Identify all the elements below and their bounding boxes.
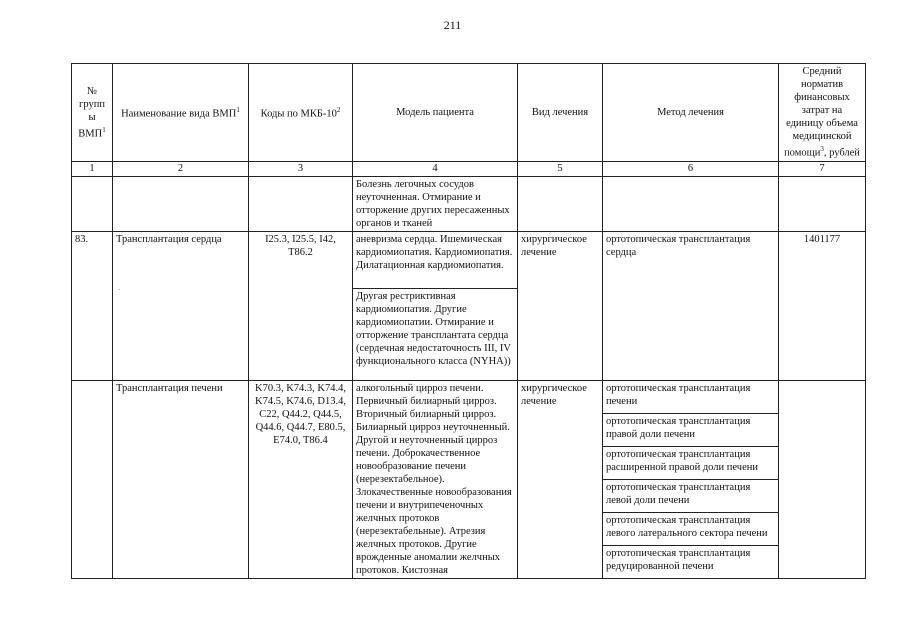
column-number: 2	[113, 161, 249, 176]
header-patient-model: Модель пациента	[353, 64, 518, 162]
heart-codes-cell: I25.3, I25.5, I42, T86.2	[249, 231, 353, 380]
header-icd-codes: Коды по МКБ-$10^2$	[249, 64, 353, 162]
continuation-row	[72, 176, 866, 231]
liver-method-cell: ортотопическая трансплантация расширенной правой доли печени	[603, 446, 779, 479]
header-row	[72, 64, 866, 162]
group-number-cell: 83.	[72, 231, 113, 380]
heart-method-cell: ортотопическая трансплантация сердца	[603, 231, 779, 380]
table-cell	[72, 176, 113, 231]
liver-row-1	[72, 380, 866, 413]
heart-name-cell: Трансплантация сердца	[113, 231, 249, 380]
table-cell	[113, 176, 249, 231]
liver-method-cell: ортотопическая трансплантация левого латерального сектора печени	[603, 512, 779, 545]
column-number: 6	[603, 161, 779, 176]
column-number: 4	[353, 161, 518, 176]
heart-model-cell-2: Другая рестриктивная кардиомиопатия. Другие кардиомиопатии. Отмирание и отторжение трансплантата сердца (сердечная недостаточность III, IV функционального класса (NYHA))	[353, 288, 518, 380]
liver-method-cell: ортотопическая трансплантация печени	[603, 380, 779, 413]
liver-treatment-cell: хирургическое лечение	[518, 380, 603, 578]
heart-model-cell-1: аневризма сердца. Ишемическая кардиомиопатия. Кардиомиопатия. Дилатационная кардиомиопатия.	[353, 231, 518, 288]
table-cell	[603, 176, 779, 231]
header-treatment-method: Метод лечения	[603, 64, 779, 162]
header-group-number: № групп ы ВМП$^1$	[72, 64, 113, 162]
table-cell	[779, 176, 866, 231]
liver-name-cell: Трансплантация печени	[113, 380, 249, 578]
cost-cell: 1401177	[779, 231, 866, 380]
heart-row-1	[72, 231, 866, 288]
table-cell	[249, 176, 353, 231]
liver-codes-cell: K70.3, K74.3, K74.4, K74.5, K74.6, D13.4, C22, Q44.2, Q44.5, Q44.6, Q44.7, E80.5, E74.0, T86.4	[249, 380, 353, 578]
column-number: 3	[249, 161, 353, 176]
liver-method-cell: ортотопическая трансплантация правой доли печени	[603, 413, 779, 446]
vmp-table	[71, 63, 866, 579]
header-cost-norm: Средний норматив финансовых затрат на единицу объема медицинской помощи$^3$, рублей	[779, 64, 866, 162]
page-number: 211	[443, 18, 462, 32]
liver-method-cell: ортотопическая трансплантация левой доли печени	[603, 479, 779, 512]
column-number: 7	[779, 161, 866, 176]
column-number-row	[72, 161, 866, 176]
column-number: 1	[72, 161, 113, 176]
liver-model-cell: алкогольный цирроз печени. Первичный билиарный цирроз. Вторичный билиарный цирроз. Билиарный цирроз неуточненный. Другой и неуточненный цирроз печени. Доброкачественное новообразование печени (нерезектабельное). Злокачественные новообразования печени и внутрипеченочных желчных протоков (нерезектабельные). Атрезия желчных протоков. Другие врожденные аномалии желчных протоков. Кистозная	[353, 380, 518, 578]
header-vmp-name: Наименование вида ВМП$^1$	[113, 64, 249, 162]
heart-treatment-cell: хирургическое лечение	[518, 231, 603, 380]
table-cell	[72, 380, 113, 578]
header-treatment-type: Вид лечения	[518, 64, 603, 162]
table-cell	[779, 380, 866, 578]
table-cell	[518, 176, 603, 231]
continuation-model-cell: Болезнь легочных сосудов неуточненная. Отмирание и отторжение других пересаженных органов и тканей	[353, 176, 518, 231]
scan-mark: .	[118, 283, 120, 292]
column-number: 5	[518, 161, 603, 176]
liver-method-cell: ортотопическая трансплантация редуцированной печени	[603, 545, 779, 578]
